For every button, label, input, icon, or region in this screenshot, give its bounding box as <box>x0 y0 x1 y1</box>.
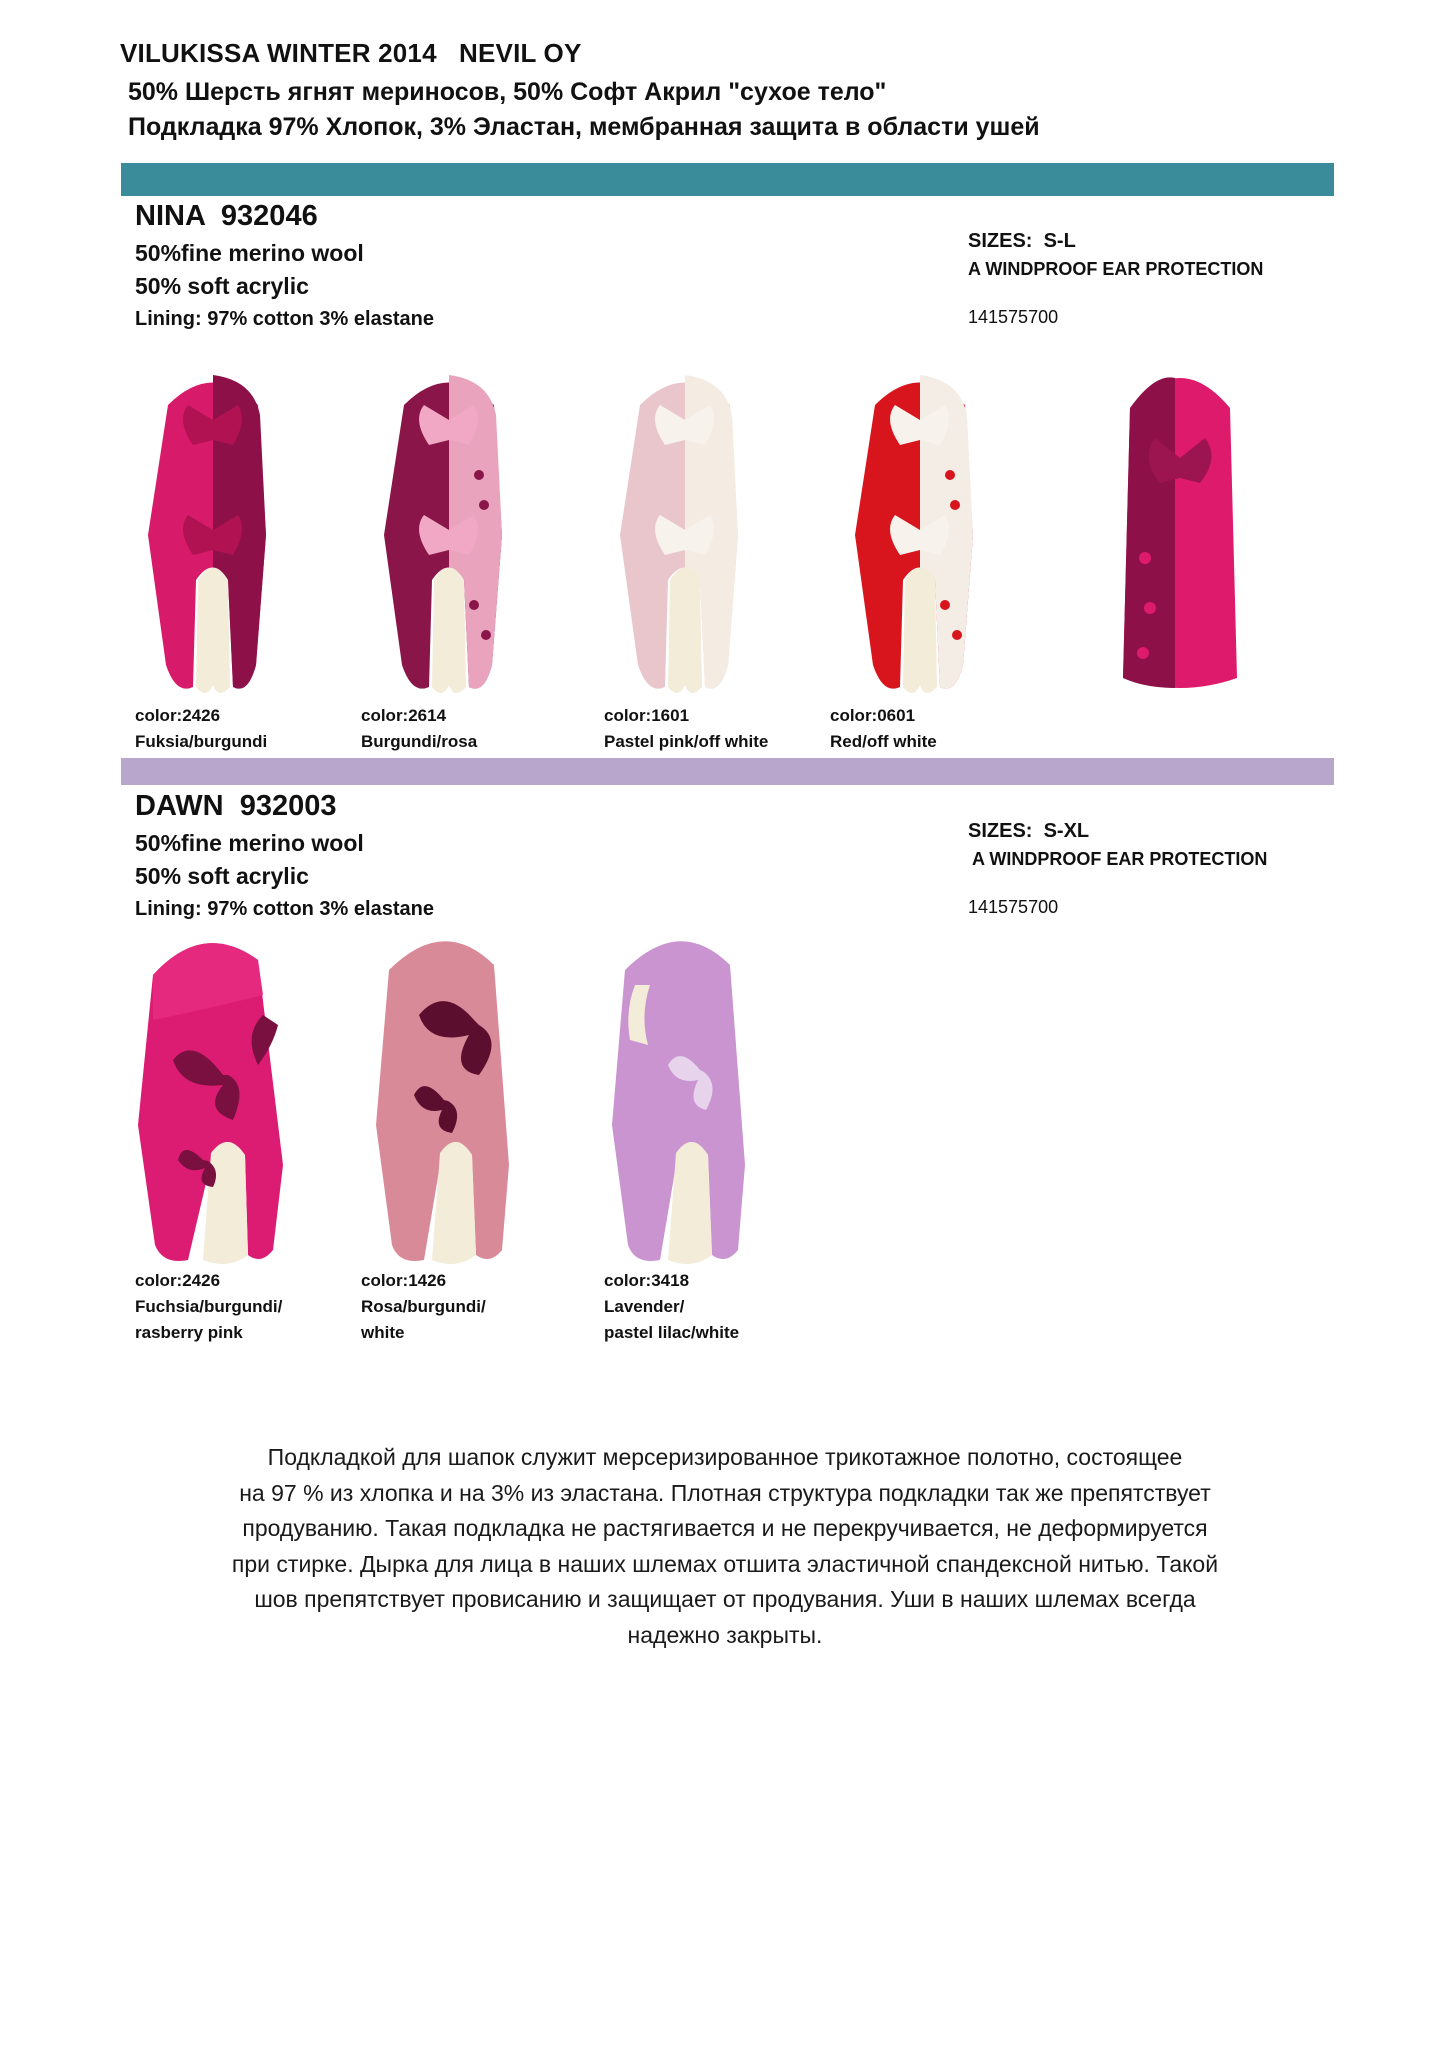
composition-ru: 50% Шерсть ягнят мериносов, 50% Софт Акрил "сухое тело" <box>128 78 887 106</box>
color-name: Lavender/ <box>604 1297 685 1316</box>
color-code: color:3418 <box>604 1271 690 1290</box>
material-acrylic: 50% soft acrylic <box>135 863 309 889</box>
hat-image-fuchsia-butterfly <box>133 925 293 1270</box>
article-code: 141575700 <box>968 897 1059 917</box>
color-name: Fuksia/burgundi <box>135 732 268 751</box>
color-code: color:2614 <box>361 706 447 725</box>
catalog-header: VILUKISSA WINTER 2014 NEVIL OY <box>120 38 582 68</box>
hat-image-burgundi <box>374 365 524 700</box>
product-caption <box>361 1268 486 1346</box>
color-code: color:2426 <box>135 706 221 725</box>
description-line: надежно закрыты. <box>627 1621 823 1648</box>
product-title-dawn: DAWN 932003 <box>135 790 337 822</box>
color-name: pastel lilac/white <box>604 1323 740 1342</box>
material-acrylic: 50% soft acrylic <box>135 273 309 299</box>
product-title-nina: NINA 932046 <box>135 200 318 232</box>
lining-info: Lining: 97% cotton 3% elastane <box>135 308 434 330</box>
color-name: rasberry pink <box>135 1323 243 1342</box>
product-caption <box>135 1268 282 1346</box>
product-caption <box>830 703 937 755</box>
section-divider-lilac <box>121 758 1334 785</box>
product-caption <box>135 703 267 755</box>
hat-image-pastel-pink <box>610 365 760 700</box>
sizes-info: SIZES: S-L <box>968 230 1076 252</box>
description-line: на 97 % из хлопка и на 3% из эластана. Плотная структура подкладки так же препятствует <box>239 1479 1211 1506</box>
product-caption <box>604 1268 739 1346</box>
hat-image-back-view <box>1105 358 1255 698</box>
material-wool: 50%fine merino wool <box>135 830 364 856</box>
hat-image-lavender-butterfly <box>600 925 760 1270</box>
material-wool: 50%fine merino wool <box>135 240 364 266</box>
product-caption <box>361 703 477 755</box>
protection-info: A WINDPROOF EAR PROTECTION <box>972 849 1268 869</box>
color-name: Burgundi/rosa <box>361 732 478 751</box>
product-caption <box>604 703 768 755</box>
color-name: Pastel pink/off white <box>604 732 769 751</box>
sizes-info: SIZES: S-XL <box>968 820 1090 842</box>
hat-image-fuksia <box>138 365 288 700</box>
description-line: Подкладкой для шапок служит мерсеризированное трикотажное полотно, состоящее <box>267 1444 1183 1470</box>
description-line: при стирке. Дырка для лица в наших шлемах отшита эластичной спандексной нитью. Такой <box>231 1550 1219 1577</box>
color-name: Fuchsia/burgundi/ <box>135 1297 283 1316</box>
description-line: шов препятствует провисанию и защищает от продувания. Уши в наших шлемах всегда <box>254 1586 1196 1612</box>
color-name: Rosa/burgundi/ <box>361 1297 486 1316</box>
protection-info: A WINDPROOF EAR PROTECTION <box>968 259 1264 279</box>
color-code: color:2426 <box>135 1271 221 1290</box>
color-code: color:1426 <box>361 1271 447 1290</box>
article-code: 141575700 <box>968 307 1059 327</box>
color-code: color:1601 <box>604 706 690 725</box>
hat-image-red <box>845 365 995 700</box>
lining-info: Lining: 97% cotton 3% elastane <box>135 898 434 920</box>
color-code: color:0601 <box>830 706 916 725</box>
lining-ru: Подкладка 97% Хлопок, 3% Эластан, мембранная защита в области ушей <box>128 113 1040 141</box>
description-line: продуванию. Такая подкладка не растягивается и не перекручивается, не деформируется <box>242 1515 1208 1541</box>
color-name: Red/off white <box>830 732 937 751</box>
color-name: white <box>361 1323 405 1342</box>
hat-image-rosa-butterfly <box>364 925 524 1270</box>
section-divider-teal <box>121 163 1334 196</box>
lining-description <box>140 1440 1310 1653</box>
